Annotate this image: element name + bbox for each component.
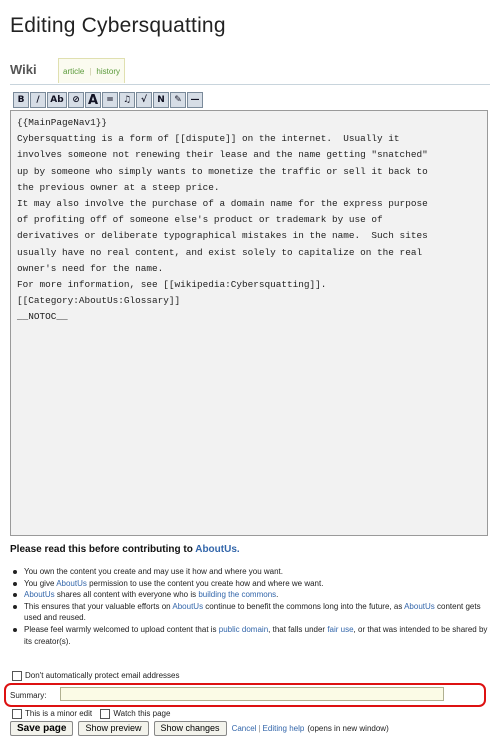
show-changes-button[interactable]: Show changes <box>154 721 227 736</box>
bullet-text: , or that was intended to be shared by its creator(s). <box>24 624 488 646</box>
summary-label: Summary: <box>10 691 47 700</box>
aboutus-link[interactable]: AboutUs <box>56 578 87 588</box>
cancel-link[interactable]: Cancel <box>231 723 257 733</box>
notice-title-text: Please read this before contributing to <box>10 544 196 555</box>
list-item <box>10 589 490 601</box>
watch-option <box>100 709 170 718</box>
editor-line: the previous owner at a steep price. <box>17 181 220 193</box>
list-item <box>10 578 490 590</box>
bullet-text: shares all content with everyone who is <box>54 590 199 600</box>
wiki-tabs <box>58 58 125 83</box>
show-preview-button[interactable]: Show preview <box>78 721 148 736</box>
nowiki-icon[interactable]: N <box>153 92 169 108</box>
bullet-text: You own the content you create and may use it how and where you want. <box>24 567 283 576</box>
horizontal-line-icon[interactable]: — <box>187 92 203 108</box>
wiki-label: Wiki <box>10 62 37 77</box>
list-item <box>10 566 490 578</box>
editor-line: [[Category:AboutUs:Glossary]] <box>17 295 181 307</box>
aboutus-link[interactable]: AboutUs <box>404 601 435 611</box>
bullet-text: . <box>276 590 279 600</box>
edit-options <box>12 709 176 719</box>
editor-line: It may also involve the purchase of a domain name for the express purpose <box>17 198 428 210</box>
minor-edit-checkbox[interactable] <box>12 709 22 719</box>
image-icon[interactable]: = <box>102 92 118 108</box>
watch-label: Watch this page <box>113 709 171 719</box>
email-protect-checkbox[interactable] <box>12 671 22 681</box>
editor-toolbar <box>13 92 203 108</box>
aboutus-link[interactable]: AboutUs. <box>195 544 240 555</box>
editor-line: For more information, see [[wikipedia:Cybersquatting]]. <box>17 279 327 291</box>
bullet-text: Please feel warmly welcomed to upload content that is <box>24 624 219 634</box>
wiki-header <box>10 58 490 85</box>
wikitext-editor[interactable] <box>10 110 488 536</box>
bullet-text: You give <box>24 578 57 588</box>
editing-help-link[interactable]: Editing help <box>262 723 305 733</box>
aboutus-link[interactable]: AboutUs <box>172 601 204 611</box>
bold-icon[interactable]: B <box>13 92 29 108</box>
editor-line: {{MainPageNav1}} <box>17 117 108 128</box>
signature-icon[interactable]: ✎ <box>170 92 186 108</box>
email-protect-label: Don't automatically protect email addresses <box>25 671 180 681</box>
list-item <box>10 624 490 647</box>
bullet-text: continue to benefit the commons long into the future, as <box>203 601 405 611</box>
minor-edit-label: This is a minor edit <box>25 709 93 719</box>
editor-line: Cybersquatting is a form of [[dispute]] on the internet. Usually it <box>17 133 400 145</box>
italic-icon[interactable]: / <box>30 92 46 108</box>
watch-checkbox[interactable] <box>100 709 110 719</box>
help-suffix: (opens in new window) <box>307 723 389 733</box>
summary-input[interactable] <box>60 687 444 701</box>
minor-edit-option <box>12 709 92 718</box>
editor-line: of profiting off of someone else's product or trademark by use of <box>17 214 383 226</box>
tab-article[interactable]: article <box>63 66 85 76</box>
page-title: Editing Cybersquatting <box>10 14 226 37</box>
list-item <box>10 601 490 624</box>
tab-history[interactable]: history <box>96 66 120 76</box>
building-commons-link[interactable]: building the commons <box>198 590 277 600</box>
fair-use-link[interactable]: fair use <box>327 624 354 634</box>
bullet-text: , that falls under <box>268 624 328 634</box>
media-icon[interactable]: ♫ <box>119 92 135 108</box>
editor-line: usually have no real content, and exist solely to capitalize on the real <box>17 246 423 258</box>
bullet-text: content gets used and reused. <box>24 601 481 623</box>
edit-actions <box>10 720 389 736</box>
external-link-icon[interactable]: ⊘ <box>68 92 84 108</box>
editor-line: __NOTOC__ <box>17 311 68 323</box>
internal-link-icon[interactable]: Ab <box>47 92 67 108</box>
math-icon[interactable]: √ <box>136 92 152 108</box>
editor-line: derivatives or deliberate typographical mistakes in the name. Such sites <box>17 230 428 242</box>
action-separator: | <box>258 723 261 733</box>
public-domain-link[interactable]: public domain <box>218 624 269 634</box>
contribution-notice-title <box>10 544 240 555</box>
bullet-text: permission to use the content you create how and where we want. <box>86 578 324 588</box>
headline-icon[interactable]: A <box>85 92 101 108</box>
email-protect-option <box>12 671 180 681</box>
tab-separator: | <box>89 66 92 76</box>
editor-line: up by someone who simply wants to monetize the traffic or sell it back to <box>17 165 428 177</box>
bullet-text: This ensures that your valuable efforts on <box>24 601 173 611</box>
save-page-button[interactable]: Save page <box>10 721 73 736</box>
contribution-notice-list <box>10 566 490 647</box>
aboutus-link[interactable]: AboutUs <box>24 590 55 600</box>
editor-line: involves someone not renewing their lease and the name getting "snatched" <box>17 149 428 161</box>
editor-line: owner's need for the name. <box>17 262 164 274</box>
